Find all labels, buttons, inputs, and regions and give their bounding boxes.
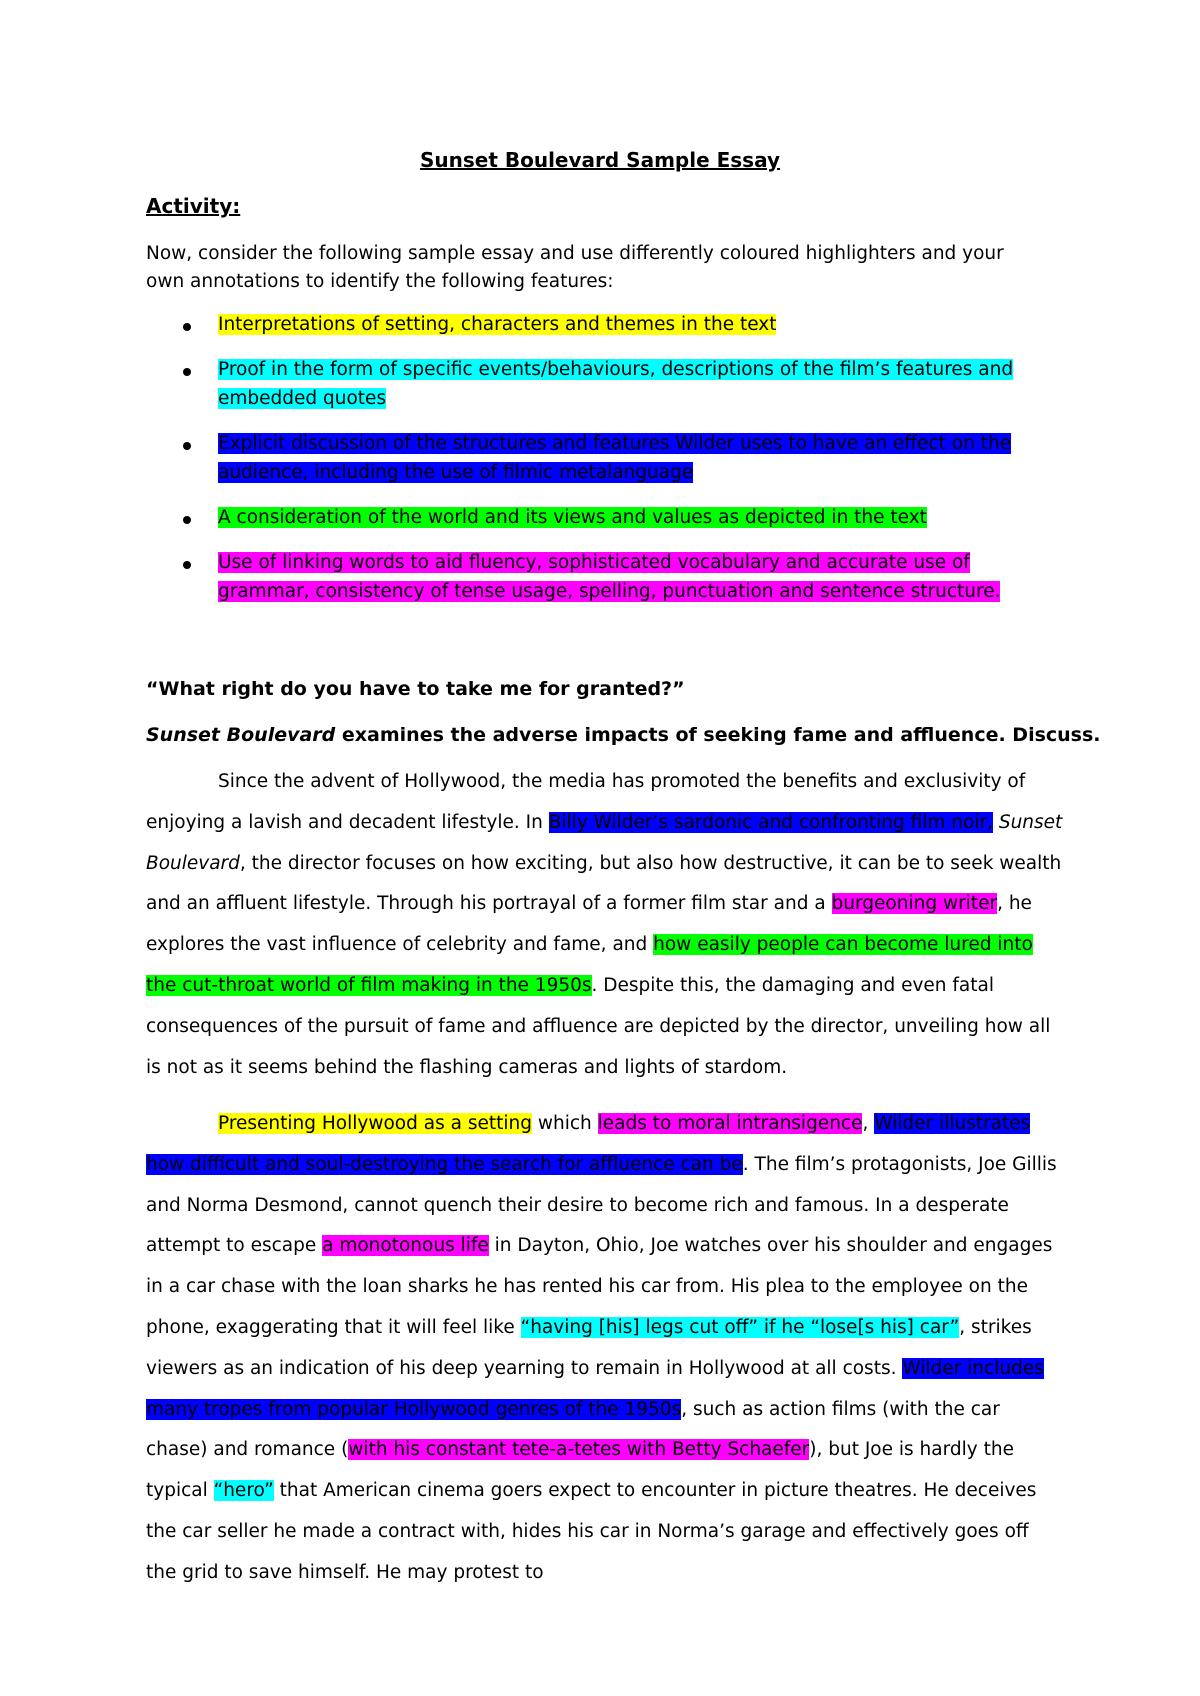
highlight-magenta: a monotonous life xyxy=(322,1235,489,1257)
text-run: , he explores the vast influence of celebrity and fame, and xyxy=(146,893,1032,956)
highlight-magenta: burgeoning writer xyxy=(831,893,998,915)
film-title: Sunset Boulevard xyxy=(146,811,1063,874)
activity-heading: Activity: xyxy=(146,194,241,218)
bullet-icon xyxy=(183,561,191,569)
text-run: that American cinema goers expect to encounter in picture theatres. He deceives the car seller he made a contract with, hides his car in Norma’s garage and effectively goes off the grid to save himself. He may protest to xyxy=(146,1480,1037,1583)
bullet-icon xyxy=(183,442,191,450)
essay-paragraph-2 xyxy=(146,1104,1064,1594)
bullet-icon xyxy=(183,516,191,524)
question-text: examines the adverse impacts of seeking fame and affluence. Discuss. xyxy=(335,724,1101,746)
essay-paragraph-1 xyxy=(146,762,1064,1088)
bullet-text: Explicit discussion of the structures and features Wilder uses to have an effect on the audience, including the use of filmic metalanguage xyxy=(218,433,1012,483)
film-title: Sunset Boulevard xyxy=(146,724,336,746)
text-run: Since the advent of Hollywood, the media has promoted the benefits and exclusivity of enjoying a lavish and decadent lifestyle. In xyxy=(146,771,1026,833)
text-run: , xyxy=(862,1113,875,1134)
bullet-text: Proof in the form of specific events/behaviours, descriptions of the film’s features and embedded quotes xyxy=(218,359,1014,409)
essay-quote: “What right do you have to take me for granted?” xyxy=(146,678,685,700)
feature-list xyxy=(146,310,1046,622)
text-run: . The film’s protagonists, Joe Gillis and Norma Desmond, cannot quench their desire to become rich and famous. In a desperate attempt to escape xyxy=(146,1153,1057,1257)
bullet-text: A consideration of the world and its views and values as depicted in the text xyxy=(218,507,927,528)
highlight-cyan: “having [his] legs cut off” if he “lose[s his] car” xyxy=(520,1316,960,1338)
highlight-blue: Wilder illustrates how difficult and soul-destroying the search for affluence can be xyxy=(146,1113,1031,1175)
page-title: Sunset Boulevard Sample Essay xyxy=(419,148,781,172)
highlight-green: how easily people can become lured into the cut-throat world of film making in the 1950s xyxy=(146,934,1033,996)
essay-question xyxy=(146,722,1101,748)
highlight-blue: Billy Wilder’s sardonic and confronting film noir, xyxy=(548,811,993,833)
bullet-text: Use of linking words to aid fluency, sophisticated vocabulary and accurate use of grammar, consistency of tense usage, spelling, punctuation and sentence structure. xyxy=(218,552,1001,602)
list-item xyxy=(146,310,1046,339)
highlight-yellow: Presenting Hollywood as a setting xyxy=(218,1113,532,1134)
highlight-cyan: “hero” xyxy=(213,1480,274,1502)
highlight-blue: Wilder includes many tropes from popular Hollywood genres of the 1950s xyxy=(146,1357,1044,1420)
highlight-magenta: with his constant tete-a-tetes with Betty Schaefer xyxy=(348,1439,810,1461)
list-item xyxy=(146,355,1046,413)
bullet-text: Interpretations of setting, characters and themes in the text xyxy=(218,314,777,335)
list-item xyxy=(146,429,1046,487)
list-item xyxy=(146,548,1046,606)
text-run: ), but Joe is hardly the typical xyxy=(146,1439,1014,1502)
text-run: which xyxy=(531,1113,598,1134)
text-run: . Despite this, the damaging and even fatal consequences of the pursuit of fame and affluence are depicted by the director, unveiling how all is not as it seems behind the flashing cameras and lights of stardom. xyxy=(146,974,1051,1078)
highlight-magenta: leads to moral intransigence xyxy=(597,1113,863,1134)
bullet-icon xyxy=(183,368,191,376)
text-run: , the director focuses on how exciting, but also how destructive, it can be to seek wealth and an affluent lifestyle. Through his portrayal of a former film star and a xyxy=(146,852,1062,915)
text-run: in Dayton, Ohio, Joe watches over his shoulder and engages in a car chase with the loan sharks he has rented his car from. His plea to the employee on the phone, exaggerating that it will feel like xyxy=(146,1235,1053,1338)
list-item xyxy=(146,503,1046,532)
text-run: , such as action films (with the car chase) and romance ( xyxy=(146,1398,1000,1461)
text-run: , strikes viewers as an indication of his deep yearning to remain in Hollywood at all costs. xyxy=(146,1316,1032,1379)
bullet-icon xyxy=(183,323,191,331)
intro-text: Now, consider the following sample essay and use differently coloured highlighters and your own annotations to identify the following features: xyxy=(146,243,1004,292)
